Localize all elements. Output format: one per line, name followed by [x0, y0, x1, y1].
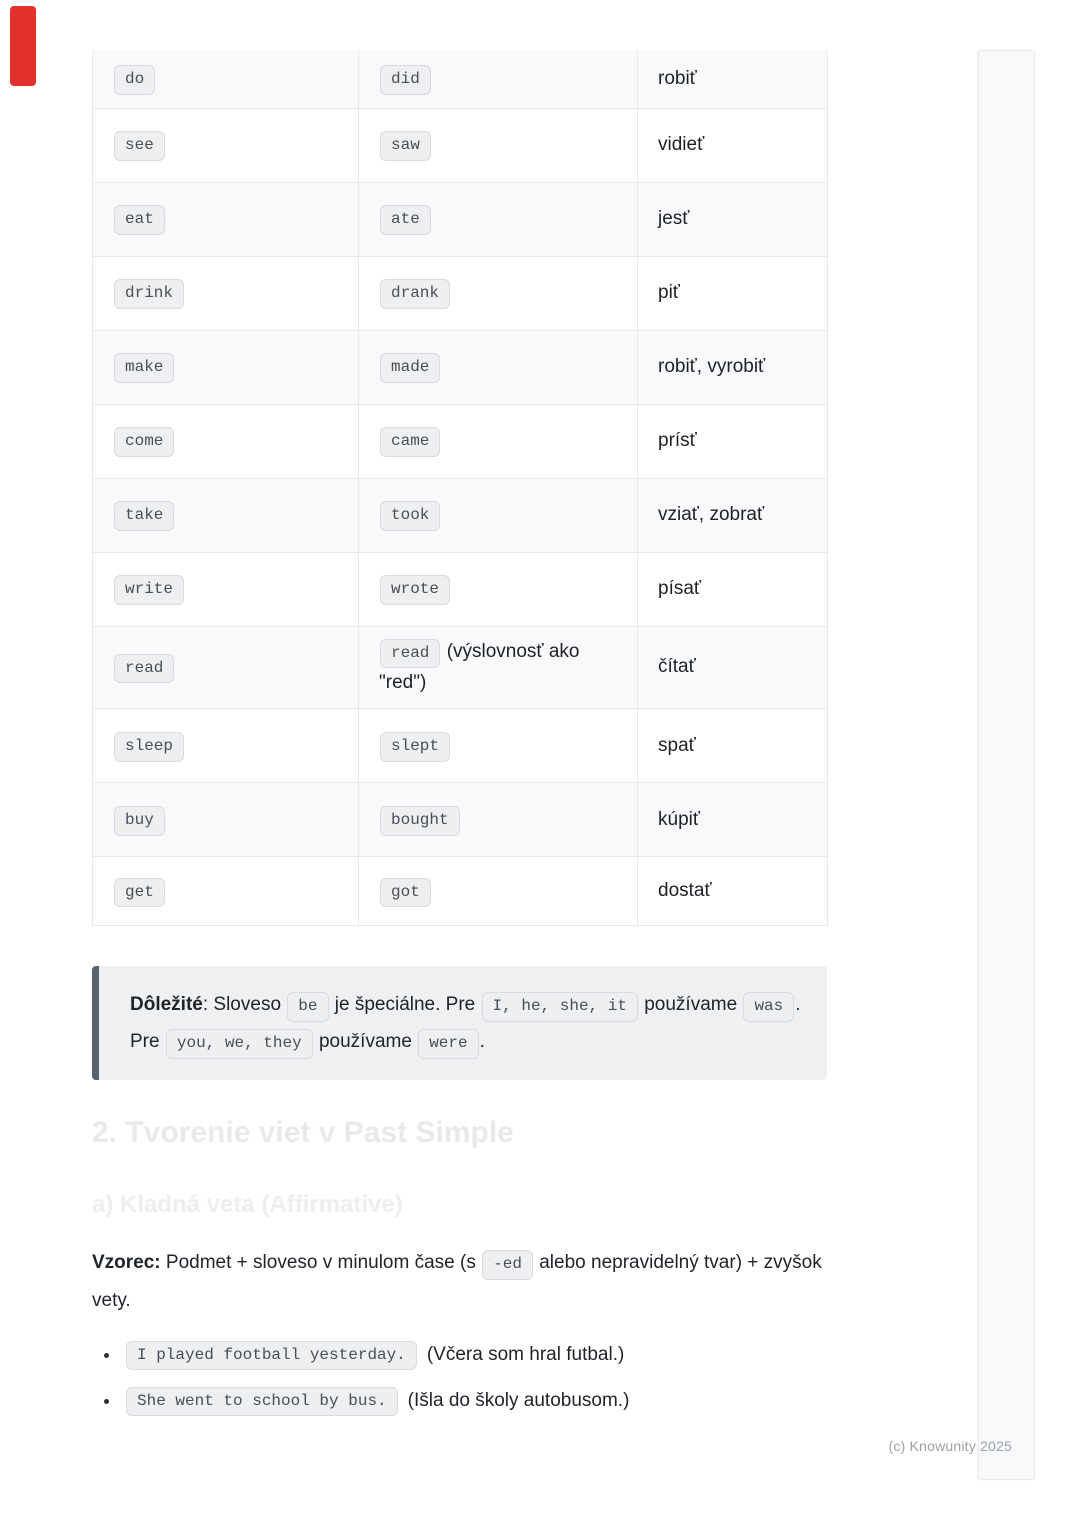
important-callout — [92, 966, 827, 1080]
callout-text: je špeciálne. Pre — [329, 994, 481, 1016]
formula-text: Podmet + sloveso v minulom čase (s — [160, 1252, 482, 1274]
code-chip: read — [380, 639, 440, 669]
base-verb-cell — [93, 182, 359, 256]
callout-label: Dôležité — [130, 994, 203, 1016]
example-list — [92, 1340, 827, 1416]
formula-paragraph — [92, 1244, 827, 1320]
code-chip: drank — [380, 279, 450, 309]
code-chip: do — [114, 65, 155, 95]
table-row — [93, 478, 828, 552]
code-chip: bought — [380, 806, 460, 836]
callout-text: . — [479, 1031, 485, 1053]
meaning-cell: vziať, zobrať — [638, 478, 828, 552]
code-chip: get — [114, 878, 165, 908]
code-chip: wrote — [380, 575, 450, 605]
past-verb-cell — [359, 404, 638, 478]
meaning-cell: čítať — [638, 626, 828, 709]
table-row — [93, 552, 828, 626]
code-chip: eat — [114, 205, 165, 235]
past-verb-cell — [359, 108, 638, 182]
code-chip: got — [380, 878, 431, 908]
code-chip: make — [114, 353, 174, 383]
past-verb-cell — [359, 50, 638, 108]
meaning-cell: vidieť — [638, 108, 828, 182]
code-chip: take — [114, 501, 174, 531]
base-verb-cell — [93, 552, 359, 626]
past-verb-cell — [359, 857, 638, 926]
section-heading-faded: 2. Tvorenie viet v Past Simple — [92, 1116, 514, 1150]
list-item — [92, 1386, 827, 1416]
past-verb-cell — [359, 330, 638, 404]
meaning-cell: prísť — [638, 404, 828, 478]
formula-label: Vzorec: — [92, 1252, 161, 1274]
code-chip: ate — [380, 205, 431, 235]
base-verb-cell — [93, 108, 359, 182]
table-row — [93, 330, 828, 404]
code-chip: read — [114, 654, 174, 684]
base-verb-cell — [93, 50, 359, 108]
base-verb-cell — [93, 478, 359, 552]
meaning-cell: robiť, vyrobiť — [638, 330, 828, 404]
base-verb-cell — [93, 330, 359, 404]
past-verb-cell — [359, 182, 638, 256]
code-chip: write — [114, 575, 184, 605]
code-chip: come — [114, 427, 174, 457]
code-chip: see — [114, 131, 165, 161]
meaning-cell: robiť — [638, 50, 828, 108]
base-verb-cell — [93, 709, 359, 783]
table-row — [93, 626, 828, 709]
copyright-text: (c) Knowunity 2025 — [888, 1438, 1012, 1454]
past-verb-cell — [359, 709, 638, 783]
table-row — [93, 404, 828, 478]
code-chip: took — [380, 501, 440, 531]
code-chip: -ed — [482, 1250, 533, 1280]
base-verb-cell — [93, 626, 359, 709]
code-chip: did — [380, 65, 431, 95]
subsection-heading-faded: a) Kladná veta (Affirmative) — [92, 1191, 403, 1219]
meaning-cell: jesť — [638, 182, 828, 256]
pronunciation-note: (výslovnosť ako "red") — [379, 640, 580, 694]
table-row — [93, 783, 828, 857]
formula-text: alebo nepravidelný tvar) + zvyšok vety. — [92, 1252, 822, 1312]
code-chip: came — [380, 427, 440, 457]
callout-text: používame — [638, 994, 743, 1016]
table-row — [93, 108, 828, 182]
meaning-cell: písať — [638, 552, 828, 626]
meaning-cell: dostať — [638, 857, 828, 926]
code-chip: was — [743, 992, 794, 1022]
past-verb-cell — [359, 552, 638, 626]
code-chip: slept — [380, 732, 450, 762]
list-item — [92, 1340, 827, 1370]
base-verb-cell — [93, 783, 359, 857]
code-chip: She went to school by bus. — [126, 1387, 398, 1417]
bullet-icon — [104, 1353, 109, 1358]
red-bookmark-tab — [10, 6, 36, 86]
table-row — [93, 50, 828, 108]
callout-text: : Sloveso — [202, 994, 287, 1016]
table-row — [93, 857, 828, 926]
code-chip: saw — [380, 131, 431, 161]
code-chip: sleep — [114, 732, 184, 762]
bullet-icon — [104, 1399, 109, 1404]
code-chip: be — [287, 992, 328, 1022]
callout-text: používame — [313, 1031, 418, 1053]
callout-text: . Pre — [130, 994, 801, 1053]
past-verb-cell — [359, 626, 638, 709]
past-verb-cell — [359, 783, 638, 857]
table-row — [93, 182, 828, 256]
irregular-verbs-table — [92, 50, 828, 926]
table-row — [93, 709, 828, 783]
meaning-cell: piť — [638, 256, 828, 330]
base-verb-cell — [93, 857, 359, 926]
code-chip: I played football yesterday. — [126, 1341, 417, 1371]
base-verb-cell — [93, 256, 359, 330]
past-verb-cell — [359, 478, 638, 552]
past-verb-cell — [359, 256, 638, 330]
code-chip: were — [418, 1029, 478, 1059]
code-chip: made — [380, 353, 440, 383]
next-page-edge[interactable] — [978, 50, 1035, 1480]
meaning-cell: kúpiť — [638, 783, 828, 857]
base-verb-cell — [93, 404, 359, 478]
code-chip: drink — [114, 279, 184, 309]
table-row — [93, 256, 828, 330]
code-chip: buy — [114, 806, 165, 836]
meaning-cell: spať — [638, 709, 828, 783]
document-page — [92, 50, 827, 1416]
code-chip: I, he, she, it — [482, 992, 638, 1022]
example-translation: (Išla do školy autobusom.) — [407, 1390, 630, 1412]
code-chip: you, we, they — [166, 1029, 313, 1059]
example-translation: (Včera som hral futbal.) — [426, 1344, 625, 1366]
